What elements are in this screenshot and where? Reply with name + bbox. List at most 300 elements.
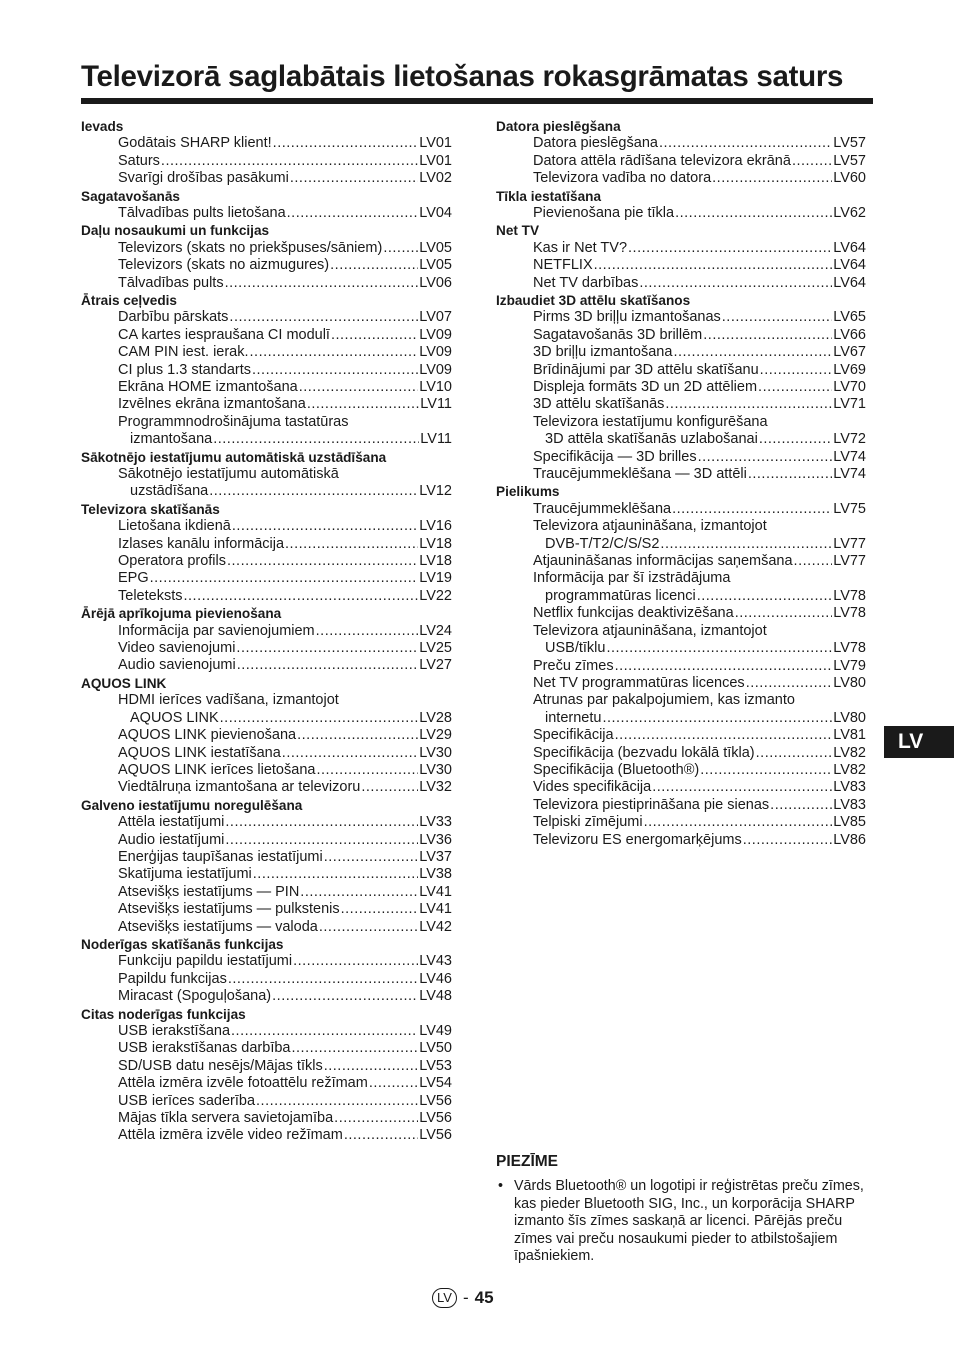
dot-leader [324,1058,419,1075]
dot-leader [594,257,833,274]
toc-entry-name: Preču zīmes [533,657,614,674]
page-lang-badge: LV [432,1288,457,1308]
toc-entry-page: LV56 [419,1109,452,1126]
toc-entry-name: Izlases kanālu informācija [118,535,285,552]
toc-entry [118,170,452,187]
toc-entry-page: LV25 [419,640,452,657]
toc-entry [533,205,866,222]
toc-entry-name: NETFLIX [533,257,593,274]
dot-leader [673,344,832,361]
toc-entry [118,971,452,988]
toc-entry [533,675,866,692]
toc-entry-page: LV85 [833,814,866,831]
toc-entry [533,570,866,605]
toc-entry [533,275,866,292]
toc-entry [118,396,452,413]
toc-section-heading: Izbaudiet 3D attēlu skatīšanos [496,293,691,309]
toc-entry [118,536,452,553]
dot-leader [287,205,419,222]
toc-entry [533,257,866,274]
title-rule [81,98,873,104]
dot-leader [316,623,419,640]
toc-entry-name: DVB-T/T2/C/S/S2 [545,535,660,552]
dot-leader [712,170,832,187]
toc-entry [118,570,452,587]
dot-leader [759,431,832,448]
toc-entry-page: LV62 [833,205,866,221]
toc-entry-page: LV79 [833,657,866,674]
toc-section-heading: Sagatavošanās [81,188,180,204]
toc-entry-name: Video savienojumi [118,640,236,657]
dot-leader [606,640,832,657]
toc-entry [118,1075,452,1092]
toc-entry-name: Mājas tīkla servera savietojamība [118,1109,334,1126]
dot-leader [300,884,418,901]
dot-leader [293,953,418,970]
dot-leader [722,309,832,326]
dot-leader [672,501,832,518]
toc-entry [533,396,866,413]
toc-entry-page: LV74 [833,466,866,483]
toc-entry [118,866,452,883]
dot-leader [659,135,832,152]
toc-entry-name: Net TV programmatūras licences [533,674,745,691]
toc-entry [118,588,452,605]
dot-leader [319,919,418,936]
toc-entry-page: LV49 [419,1022,452,1039]
dot-leader [291,1040,418,1057]
toc-entry-name: SD/USB datu nesējs/Mājas tīkls [118,1057,323,1074]
toc-entry-page: LV60 [833,170,866,187]
toc-entry-name: Miracast (Spoguļošana) [118,988,272,1005]
toc-entry-page: LV01 [419,135,452,152]
dot-leader [615,727,833,744]
toc-entry-name: USB ierīces saderība [118,1092,256,1109]
toc-entry-name: Attēla izmēra izvēle fotoattēlu režīmam [118,1075,368,1092]
dot-leader [228,971,418,988]
dot-leader [330,257,418,274]
toc-entry-name: internetu [545,709,602,726]
toc-entry [118,1093,452,1110]
dot-leader [698,449,833,466]
toc-entry-page: LV82 [833,744,866,761]
toc-entry-page: LV19 [419,570,452,587]
toc-entry-page: LV77 [833,553,866,570]
toc-entry-name: Televizoru ES energomarķējums [533,831,742,848]
toc-entry-name: Atsevišķs iestatījums — PIN [118,883,300,900]
toc-entry-name: Funkciju papildu iestatījumi [118,953,293,970]
toc-entry-page: LV33 [419,814,452,831]
toc-entry-page: LV05 [419,257,452,274]
toc-entry-page: LV53 [419,1057,452,1074]
page-number [432,1288,494,1308]
toc-entry [118,1040,452,1057]
toc-entry-page: LV64 [833,239,866,256]
toc-entry-page: LV12 [419,483,452,500]
toc-entry [533,362,866,379]
toc-entry-name: CI plus 1.3 standarts [118,361,251,378]
toc-entry-page: LV80 [833,709,866,726]
page-dash: - [462,1288,469,1307]
toc-section-heading: Tīkla iestatīšana [496,188,602,204]
toc-entry-name: Datora attēla rādīšana televizora ekrānā [533,152,791,169]
dot-leader [361,779,418,796]
toc-entry [118,762,452,779]
dot-leader [756,745,833,762]
dot-leader [794,553,833,570]
toc-section-heading: Pielikums [496,484,560,500]
toc-entry [118,414,452,449]
toc-section-heading: Ievads [81,119,124,134]
toc-entry-name: Atsevišķs iestatījums — pulkstenis [118,901,340,918]
dot-leader [227,553,418,570]
toc-entry-page: LV48 [419,988,452,1005]
toc-entry [533,779,866,796]
dot-leader [665,396,832,413]
dot-leader [299,379,418,396]
toc-entry-page: LV10 [419,379,452,396]
toc-entry-name: Traucējummeklēšana — 3D attēli [533,466,747,483]
toc-entry-row [118,483,452,500]
toc-entry-row [533,536,866,553]
toc-entry-page: LV09 [419,361,452,378]
dot-leader [213,431,419,448]
dot-leader [225,814,418,831]
toc-section-heading: Datora pieslēgšana [496,119,621,134]
toc-entry [533,832,866,849]
toc-entry-page: LV64 [833,274,866,291]
note-text: Vārds Bluetooth® un logotipi ir reģistrētas preču zīmes, kas pieder Bluetooth SIG, Inc., un korporācija SHARP izmanto šīs zīmes saskaņā ar licenci. Pārējās preču zīmes vai preču nosaukumi pieder to atbilstošajiem īpašniekiem. [514,1178,864,1265]
toc-entry [118,327,452,344]
toc-section-heading: Galveno iestatījumu noregulēšana [81,797,303,813]
toc-entry-row [533,431,866,448]
toc-entry [118,1110,452,1127]
dot-leader [225,832,418,849]
toc-entry-page: LV57 [833,152,866,169]
toc-entry-name: Enerģijas taupīšanas iestatījumi [118,848,323,865]
toc-entry-name: Ekrāna HOME izmantošana [118,379,298,396]
toc-entry-name: Atjaunināšanas informācijas saņemšana [533,553,793,570]
toc-entry-page: LV30 [419,744,452,761]
toc-entry-page: LV50 [419,1040,452,1057]
toc-entry-page: LV56 [419,1092,452,1109]
toc-entry [118,205,452,222]
dot-leader [735,605,833,622]
toc-entry-name: Kas ir Net TV? [533,239,628,256]
toc-entry-name: Vides specifikācija [533,779,652,796]
dot-leader [273,135,419,152]
toc-section-heading: Net TV [496,223,540,239]
toc-entry-page: LV02 [419,170,452,187]
toc-entry-page: LV72 [833,431,866,448]
toc-entry-name: Attēla iestatījumi [118,814,225,831]
toc-entry-name: Operatora profils [118,553,226,570]
toc-entry [118,884,452,901]
toc-entry-page: LV05 [419,239,452,256]
toc-entry-page: LV81 [833,727,866,744]
toc-entry [533,762,866,779]
toc-entry [533,745,866,762]
toc-entry-page: LV54 [419,1075,452,1092]
dot-leader [229,309,418,326]
toc-entry [533,727,866,744]
toc-entry [118,814,452,831]
toc-entry-name: Displeja formāts 3D un 2D attēliem [533,379,758,396]
toc-entry-name: USB ierakstīšanas darbība [118,1040,291,1057]
note-title: PIEZĪME [496,1153,559,1170]
toc-entry-row [118,431,452,448]
toc-entry [533,814,866,831]
toc-entry-name: Informācija par savienojumiem [118,622,315,639]
page-number-value: 45 [474,1288,494,1307]
toc-entry-page: LV18 [419,553,452,570]
toc-entry-name: Papildu funkcijas [118,970,227,987]
toc-entry [533,692,866,727]
toc-entry-page: LV70 [833,379,866,396]
toc-entry-row [118,710,452,727]
toc-entry-page: LV41 [419,883,452,900]
toc-entry-name: Attēla izmēra izvēle video režīmam [118,1127,343,1144]
dot-leader [341,901,419,918]
toc-entry-page: LV32 [419,779,452,796]
toc-entry-page: LV46 [419,970,452,987]
toc-left-column [81,118,452,1145]
toc-entry-name: Sagatavošanās 3D brillēm [533,326,703,343]
toc-entry-page: LV22 [419,587,452,604]
toc-entry-name: CAM PIN iest. ierak. [118,344,249,361]
toc-entry-page: LV09 [419,326,452,343]
dot-leader [231,1023,418,1040]
toc-entry [533,344,866,361]
toc-entry-page: LV71 [833,396,866,413]
toc-entry-page: LV82 [833,761,866,778]
toc-right-column [496,118,866,849]
toc-entry [118,657,452,674]
toc-entry-name: Darbību pārskats [118,309,229,326]
toc-entry [118,727,452,744]
toc-entry-page: LV11 [420,396,452,413]
toc-entry-name: Specifikācija [533,727,614,744]
toc-entry [533,327,866,344]
dot-leader [150,570,419,587]
toc-entry-name: Saturs [118,152,160,169]
toc-entry [118,745,452,762]
dot-leader [256,1093,418,1110]
toc-entry-name: Specifikācija (bezvadu lokālā tīkla) [533,744,755,761]
toc-entry-name: EPG [118,570,149,587]
dot-leader [602,710,832,727]
toc-entry-name: USB/tīklu [545,640,606,657]
toc-entry [118,849,452,866]
toc-entry-page: LV83 [833,779,866,796]
toc-entry [118,953,452,970]
toc-entry-page: LV27 [419,657,452,674]
toc-entry-name: Audio savienojumi [118,657,236,674]
toc-section-heading: Sākotnējo iestatījumu automātiskā uzstādīšana [81,449,387,465]
toc-entry [118,309,452,326]
dot-leader [660,536,832,553]
toc-entry-page: LV75 [833,500,866,517]
toc-entry-page: LV67 [833,344,866,361]
toc-entry [118,832,452,849]
toc-entry [118,553,452,570]
toc-entry-line: Atrunas par pakalpojumiem, kas izmanto [533,692,795,709]
toc-entry-page: LV01 [419,152,452,169]
toc-entry-page: LV80 [833,674,866,691]
page-title: Televizorā saglabātais lietošanas rokasgrāmatas saturs [81,60,844,93]
toc-entry-line: HDMI ierīces vadīšana, izmantojot [118,692,339,709]
toc-entry-page: LV78 [833,587,866,604]
toc-entry-page: LV07 [419,309,452,326]
toc-entry-page: LV64 [833,257,866,274]
dot-leader [331,327,418,344]
toc-entry-page: LV30 [419,761,452,778]
toc-section-heading: Ārējā aprīkojuma pievienošana [81,606,282,622]
toc-entry-name: Izvēlnes ekrāna izmantošana [118,396,306,413]
toc-entry-page: LV74 [833,448,866,465]
toc-entry-name: Pirms 3D briļļu izmantošanas [533,309,721,326]
toc-entry-name: Net TV darbības [533,274,639,291]
dot-leader [760,362,833,379]
toc-entry-page: LV38 [419,866,452,883]
dot-leader [700,762,832,779]
dot-leader [334,1110,418,1127]
toc-entry [118,362,452,379]
toc-section-heading: Ātrais ceļvedis [81,293,177,309]
toc-entry [533,414,866,449]
toc-entry [533,553,866,570]
toc-section-heading: Citas noderīgas funkcijas [81,1006,246,1022]
toc-entry [533,170,866,187]
toc-section-heading: Televizora skatīšanās [81,501,220,517]
dot-leader [250,344,419,361]
toc-entry-name: Teleteksts [118,587,183,604]
toc-entry-page: LV78 [833,605,866,622]
toc-entry [118,1127,452,1144]
dot-leader [639,275,832,292]
toc-entry-name: Netflix funkcijas deaktivizēšana [533,605,734,622]
toc-entry [533,309,866,326]
toc-entry-page: LV37 [419,848,452,865]
toc-entry [533,658,866,675]
dot-leader [369,1075,418,1092]
dot-leader [675,205,832,222]
toc-entry-name: Tālvadības pults lietošana [118,205,286,221]
toc-entry-name: Televizors (skats no priekšpuses/sāniem) [118,239,383,256]
toc-entry [533,518,866,553]
toc-entry-name: Specifikācija — 3D brilles [533,448,697,465]
toc-entry-name: AQUOS LINK ierīces lietošana [118,761,316,778]
toc-section-heading: AQUOS LINK [81,675,167,691]
dot-leader [316,762,418,779]
toc-entry-name: CA kartes iespraušana CI modulī [118,326,330,343]
toc-entry-page: LV24 [419,622,452,639]
toc-entry-line: Programmnodrošinājuma tastatūras [118,413,349,430]
toc-entry-name: 3D briļļu izmantošana [533,344,673,361]
toc-entry [118,135,452,152]
toc-entry-name: Televizora vadība no datora [533,170,712,187]
dot-leader [748,466,832,483]
dot-leader [383,240,418,257]
toc-entry [118,988,452,1005]
toc-entry-page: LV56 [419,1127,452,1144]
toc-entry-name: Pievienošana pie tīkla [533,205,675,221]
toc-entry [533,379,866,396]
toc-entry-line: Televizora iestatījumu konfigurēšana [533,413,768,430]
toc-entry [118,919,452,936]
dot-leader [792,153,832,170]
toc-entry-page: LV77 [833,535,866,552]
toc-entry-name: uzstādīšana [130,483,209,500]
toc-entry [118,466,452,501]
toc-entry-name: Viedtālruņa izmantošana ar televizoru [118,779,361,796]
toc-entry [533,623,866,658]
toc-entry-line: Televizora atjaunināšana, izmantojot [533,622,767,639]
toc-entry [118,518,452,535]
toc-entry-name: Tālvadības pults [118,274,224,291]
toc-entry-name: Skatījuma iestatījumi [118,866,252,883]
toc-entry [533,153,866,170]
dot-leader [272,988,418,1005]
toc-entry [533,449,866,466]
language-tab: LV [884,726,954,758]
dot-leader [282,745,418,762]
toc-entry-name: Televizora piestiprināšana pie sienas [533,796,770,813]
toc-entry [118,623,452,640]
toc-entry-row [533,710,866,727]
dot-leader [770,797,832,814]
toc-entry-name: USB ierakstīšana [118,1022,231,1039]
dot-leader [746,675,833,692]
dot-leader [324,849,418,866]
toc-entry-page: LV86 [833,831,866,848]
dot-leader [253,866,418,883]
dot-leader [644,814,833,831]
toc-entry-name: Brīdinājumi par 3D attēlu skatīšanu [533,361,759,378]
toc-entry [533,466,866,483]
dot-leader [183,588,418,605]
toc-entry-page: LV66 [833,326,866,343]
toc-entry [118,779,452,796]
dot-leader [285,536,418,553]
toc-entry [118,344,452,361]
toc-entry-name: 3D attēlu skatīšanās [533,396,665,413]
toc-entry [118,153,452,170]
dot-leader [743,832,832,849]
dot-leader [344,1127,418,1144]
toc-entry [533,605,866,622]
dot-leader [615,658,833,675]
toc-entry-page: LV57 [833,135,866,152]
toc-entry-name: Televizors (skats no aizmugures) [118,257,330,274]
toc-entry [533,135,866,152]
toc-entry-name: 3D attēla skatīšanās uzlabošanai [545,431,758,448]
dot-leader [220,710,419,727]
dot-leader [758,379,832,396]
dot-leader [652,779,832,796]
toc-section-heading: Daļu nosaukumi un funkcijas [81,223,270,239]
toc-entry [118,1023,452,1040]
toc-entry-page: LV11 [420,431,452,448]
toc-entry-name: Traucējummeklēšana [533,500,672,517]
toc-entry-name: AQUOS LINK [130,709,219,726]
toc-entry-name: Lietošana ikdienā [118,518,231,535]
dot-leader [697,588,833,605]
toc-entry-page: LV28 [419,709,452,726]
toc-entry-page: LV36 [419,831,452,848]
dot-leader [232,518,418,535]
dot-leader [209,483,418,500]
